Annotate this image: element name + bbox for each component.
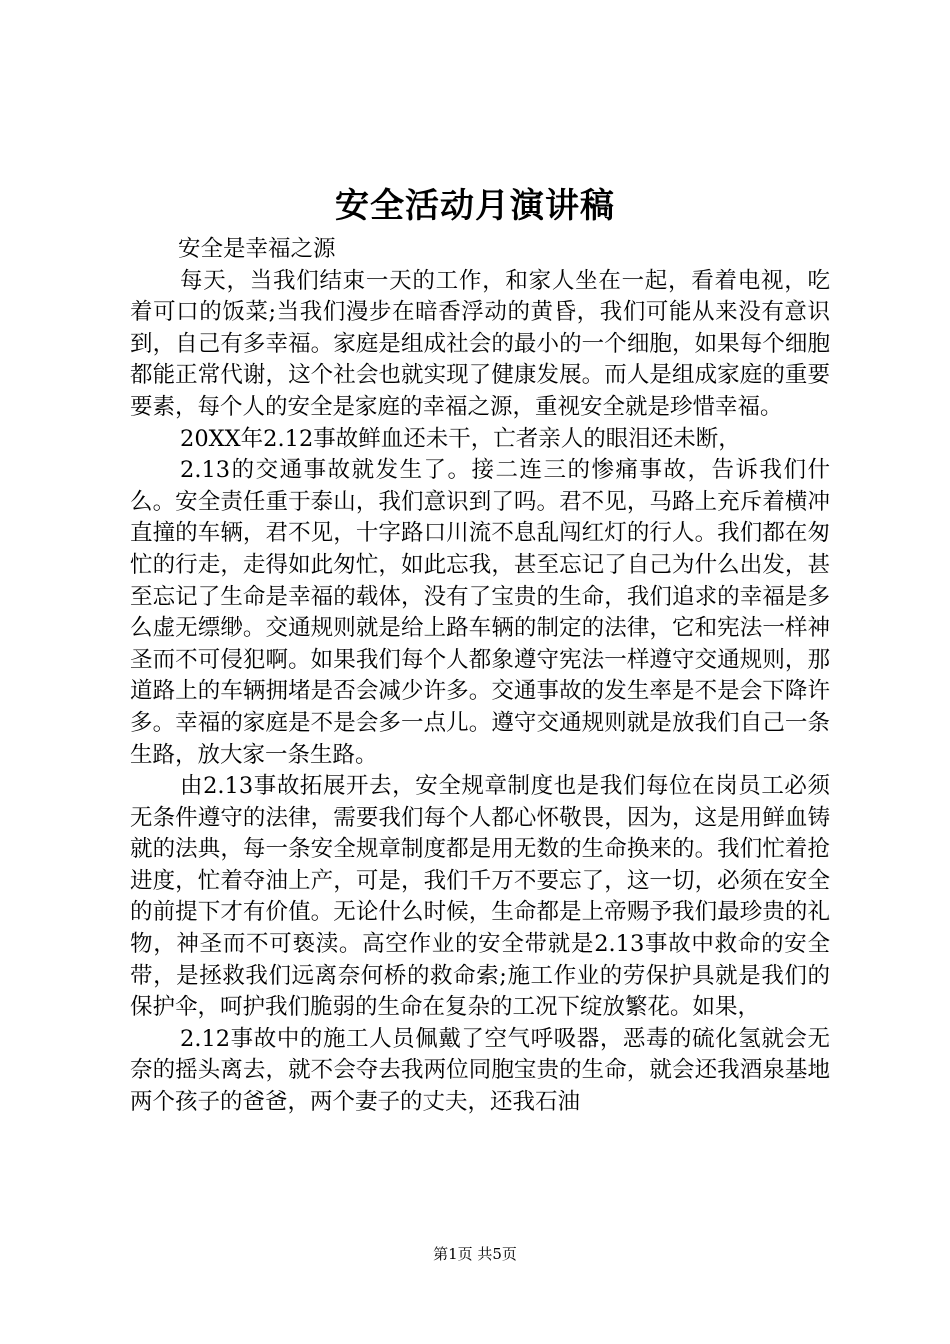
paragraph: 2.12事故中的施工人员佩戴了空气呼吸器，恶毒的硫化氢就会无奈的摇头离去，就不会夺去我两位同胞宝贵的生命，就会还我酒泉基地两个孩子的爸爸，两个妻子的丈夫，还我石油 <box>130 1025 830 1116</box>
paragraph-subtitle: 安全是幸福之源 <box>178 236 336 262</box>
page-title: 安全活动月演讲稿 <box>335 186 615 226</box>
paragraph: 2.13的交通事故就发生了。接二连三的惨痛事故，告诉我们什么。安全责任重于泰山，我们意识到了吗。君不见，马路上充斥着横冲直撞的车辆，君不见，十字路口川流不息乱闯红灯的行人。我们都在匆忙的行走，走得如此匆忙，如此忘我，甚至忘记了自己为什么出发，甚至忘记了生命是幸福的载体，没有了宝贵的生命，我们追求的幸福是多么虚无缥缈。交通规则就是给上路车辆的制定的法律，它和宪法一样神圣而不可侵犯啊。如果我们每个人都象遵守宪法一样遵守交通规则，那道路上的车辆拥堵是否会减少许多。交通事故的发生率是不是会下降许多。幸福的家庭是不是会多一点儿。遵守交通规则就是放我们自己一条生路，放大家一条生路。 <box>130 457 830 768</box>
paragraph: 由2.13事故拓展开去，安全规章制度也是我们每位在岗员工必须无条件遵守的法律，需要我们每个人都心怀敬畏，因为，这是用鲜血铸就的法典，每一条安全规章制度都是用无数的生命换来的。我们忙着抢进度，忙着夺油上产，可是，我们千万不要忘了，这一切，必须在安全的前提下才有价值。无论什么时候，生命都是上帝赐予我们最珍贵的礼物，神圣而不可亵渎。高空作业的安全带就是2.13事故中救命的安全带，是拯救我们远离奈何桥的救命索;施工作业的劳保护具就是我们的保护伞，呵护我们脆弱的生命在复杂的工况下绽放繁花。如果， <box>130 773 830 1021</box>
paragraph: 20XX年2.12事故鲜血还未干，亡者亲人的眼泪还未断， <box>180 425 741 452</box>
document-body <box>130 234 830 1119</box>
paragraph: 每天，当我们结束一天的工作，和家人坐在一起，看着电视，吃着可口的饭菜;当我们漫步在暗香浮动的黄昏，我们可能从来没有意识到，自己有多幸福。家庭是组成社会的最小的一个细胞，如果每个细胞都能正常代谢，这个社会也就实现了健康发展。而人是组成家庭的重要要素，每个人的安全是家庭的幸福之源，重视安全就是珍惜幸福。 <box>130 267 830 420</box>
page-number-footer: 第1页 共5页 <box>433 1245 517 1263</box>
